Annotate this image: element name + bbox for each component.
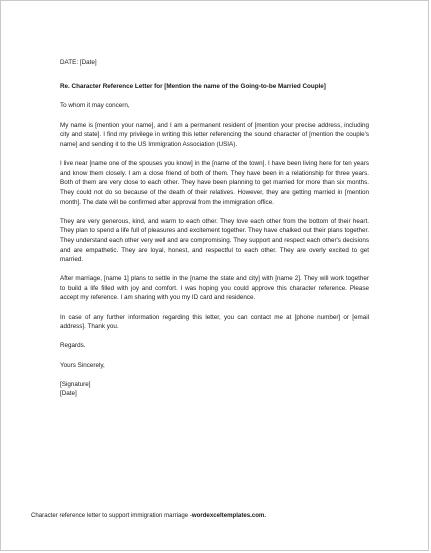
salutation: To whom it may concern, xyxy=(60,102,130,110)
paragraph-contact: In case of any further information regarding this letter, you can contact me at [phone number] or [email address]. Thank you. xyxy=(60,313,369,331)
paragraph-relationship: I live near [name one of the spouses you know] in the [name of the town]. I have been living here for ten years and know them closely. I am a close friend of both of them. They have been in a relationship for three years. Both of them are very close to each other. They have been planning to get married for more than six months. They could not do so because of the death of their relatives. However, they are getting married in [mention month]. The date will be confirmed after approval from the immigration office. xyxy=(60,160,369,206)
signature-placeholder: [Signature] xyxy=(60,380,91,388)
footer-caption-text: Character reference letter to support immigration marriage - xyxy=(31,512,192,519)
date-line: DATE: [Date] xyxy=(60,59,97,66)
letter-body xyxy=(60,58,369,399)
closing-line: Yours Sincerely, xyxy=(60,361,105,369)
paragraph-introduction: My name is [mention your name], and I am a permanent resident of [mention your precise address, including city and state]. I find my privilege in writing this letter referencing the sound character of [mention the couple's name] and sending it to the US Immigration Association (USIA). xyxy=(60,121,369,148)
signature-date: [Date] xyxy=(60,390,77,398)
regards-line: Regards. xyxy=(60,342,86,350)
footer-source-link: wordexceltemplates.com. xyxy=(191,512,267,519)
paragraph-plans: After marriage, [name 1] plans to settle in the [name the state and city] with [name 2]. They will work together to build a life filled with joy and comfort. I was hoping you could approve this character reference. Please accept my reference. I am sharing with you my ID card and residence. xyxy=(60,275,369,302)
paragraph-character: They are very generous, kind, and warm to each other. They love each other from the bottom of their heart. They plan to spend a life full of pleasures and excitement together. They have chalked out their plans together. They understand each other very well and are compromising. They support and respect each other's decisions and are empathetic. They are loyal, honest, and respectful to each other. They are overly excited to get married. xyxy=(60,217,369,264)
footer-caption xyxy=(31,511,266,520)
subject-line: Re. Character Reference Letter for [Mention the name of the Going-to-be Married Couple] xyxy=(60,82,326,90)
